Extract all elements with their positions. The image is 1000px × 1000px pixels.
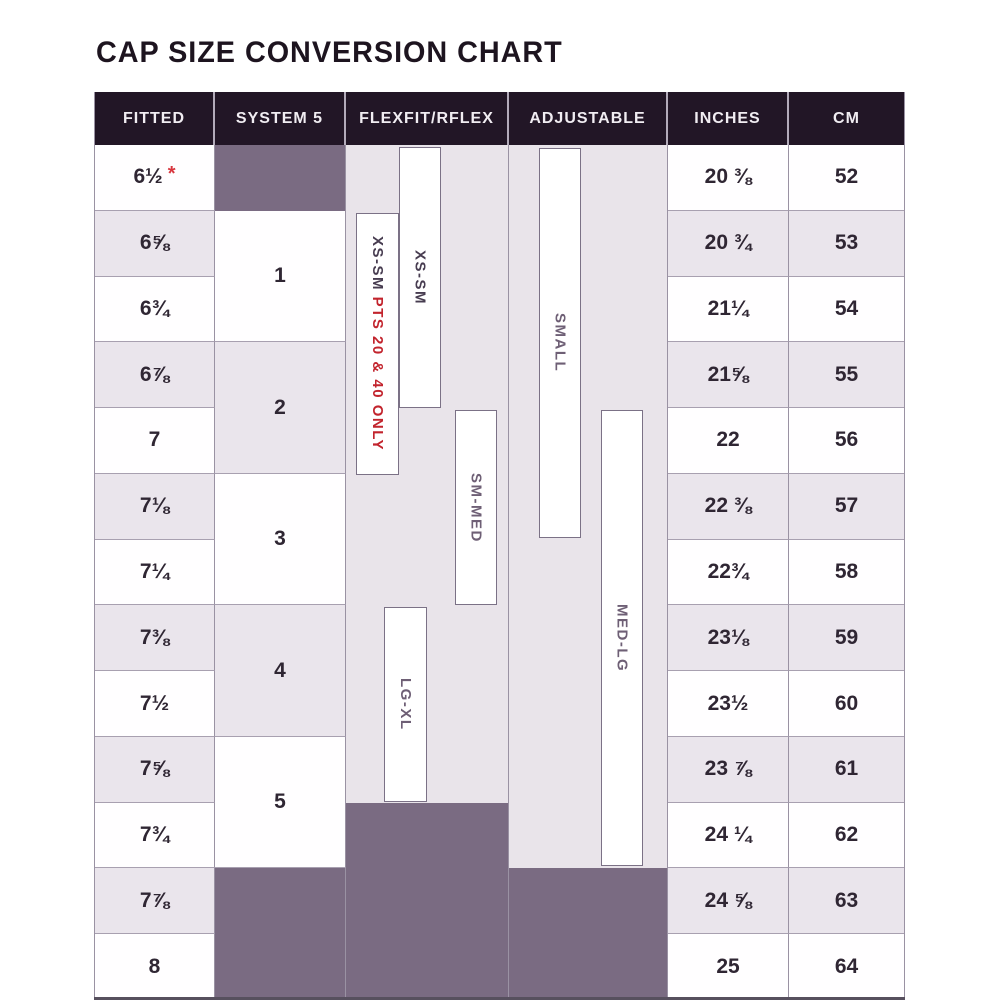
- inches-cell: 21⅝: [668, 342, 789, 408]
- cm-cell: 64: [789, 934, 904, 1000]
- flexfit-range-xs-sm-pts: [356, 213, 399, 475]
- inches-cell: 22: [668, 408, 789, 474]
- fitted-cell: 7⅞: [95, 868, 215, 934]
- system5-group-cell: 1: [215, 211, 346, 343]
- asterisk-marker: *: [167, 162, 176, 185]
- cm-cell: 59: [789, 605, 904, 671]
- system5-filled-cell: [215, 868, 346, 1000]
- fitted-cell: 7¾: [95, 803, 215, 869]
- fitted-cell: [95, 145, 215, 211]
- flexfit-range-sm-med: SM-MED: [455, 410, 497, 605]
- cm-cell: 58: [789, 540, 904, 606]
- fitted-cell: 7⅜: [95, 605, 215, 671]
- col-header-system5: SYSTEM 5: [215, 92, 346, 145]
- col-header-cm: CM: [789, 92, 904, 145]
- cm-cell: 56: [789, 408, 904, 474]
- system5-filled-cell: [215, 145, 346, 211]
- cm-cell: 57: [789, 474, 904, 540]
- system5-group-cell: 4: [215, 605, 346, 737]
- cm-cell: 62: [789, 803, 904, 869]
- fitted-cell: 6⅞: [95, 342, 215, 408]
- fitted-cell: 7: [95, 408, 215, 474]
- inches-cell: 21¼: [668, 277, 789, 343]
- fitted-cell: 8: [95, 934, 215, 1000]
- col-header-adjustable: ADJUSTABLE: [509, 92, 668, 145]
- inches-cell: 22¾: [668, 540, 789, 606]
- page-title: CAP SIZE CONVERSION CHART: [96, 36, 563, 69]
- adjustable-range-small: SMALL: [539, 148, 581, 538]
- system5-group-cell: 3: [215, 474, 346, 606]
- system5-group-cell: 5: [215, 737, 346, 869]
- inches-cell: 22 ⅜: [668, 474, 789, 540]
- flexfit-range-xs-sm: XS-SM: [399, 147, 441, 408]
- cm-cell: 63: [789, 868, 904, 934]
- col-header-inches: INCHES: [668, 92, 789, 145]
- cm-cell: 54: [789, 277, 904, 343]
- fitted-cell: 6⅝: [95, 211, 215, 277]
- fitted-cell: 7⅝: [95, 737, 215, 803]
- cm-cell: 53: [789, 211, 904, 277]
- inches-cell: 23 ⅞: [668, 737, 789, 803]
- cm-cell: 52: [789, 145, 904, 211]
- inches-cell: 20 ¾: [668, 211, 789, 277]
- inches-cell: 23½: [668, 671, 789, 737]
- adjustable-filled-cell: [509, 868, 668, 1000]
- fitted-cell: 6¾: [95, 277, 215, 343]
- cm-cell: 55: [789, 342, 904, 408]
- cm-cell: 60: [789, 671, 904, 737]
- inches-cell: 24 ⅝: [668, 868, 789, 934]
- range-label-warning: PTS 20 & 40 ONLY: [369, 291, 386, 452]
- inches-cell: 25: [668, 934, 789, 1000]
- range-label: XS-SM: [369, 236, 386, 292]
- inches-cell: 23⅛: [668, 605, 789, 671]
- adjustable-column-background: [509, 145, 668, 868]
- adjustable-range-med-lg: MED-LG: [601, 410, 643, 866]
- col-header-flexfit-rflex: FLEXFIT/RFLEX: [346, 92, 509, 145]
- fitted-cell: 7½: [95, 671, 215, 737]
- flexfit-filled-cell: [346, 803, 509, 1000]
- cm-cell: 61: [789, 737, 904, 803]
- system5-group-cell: 2: [215, 342, 346, 474]
- inches-cell: 24 ¼: [668, 803, 789, 869]
- inches-cell: 20 ⅜: [668, 145, 789, 211]
- fitted-cell: 7¼: [95, 540, 215, 606]
- col-header-fitted: FITTED: [95, 92, 215, 145]
- fitted-cell: 7⅛: [95, 474, 215, 540]
- fitted-value: 6½: [133, 165, 163, 189]
- flexfit-range-lg-xl: LG-XL: [384, 607, 427, 802]
- cap-size-conversion-table: [94, 92, 905, 1000]
